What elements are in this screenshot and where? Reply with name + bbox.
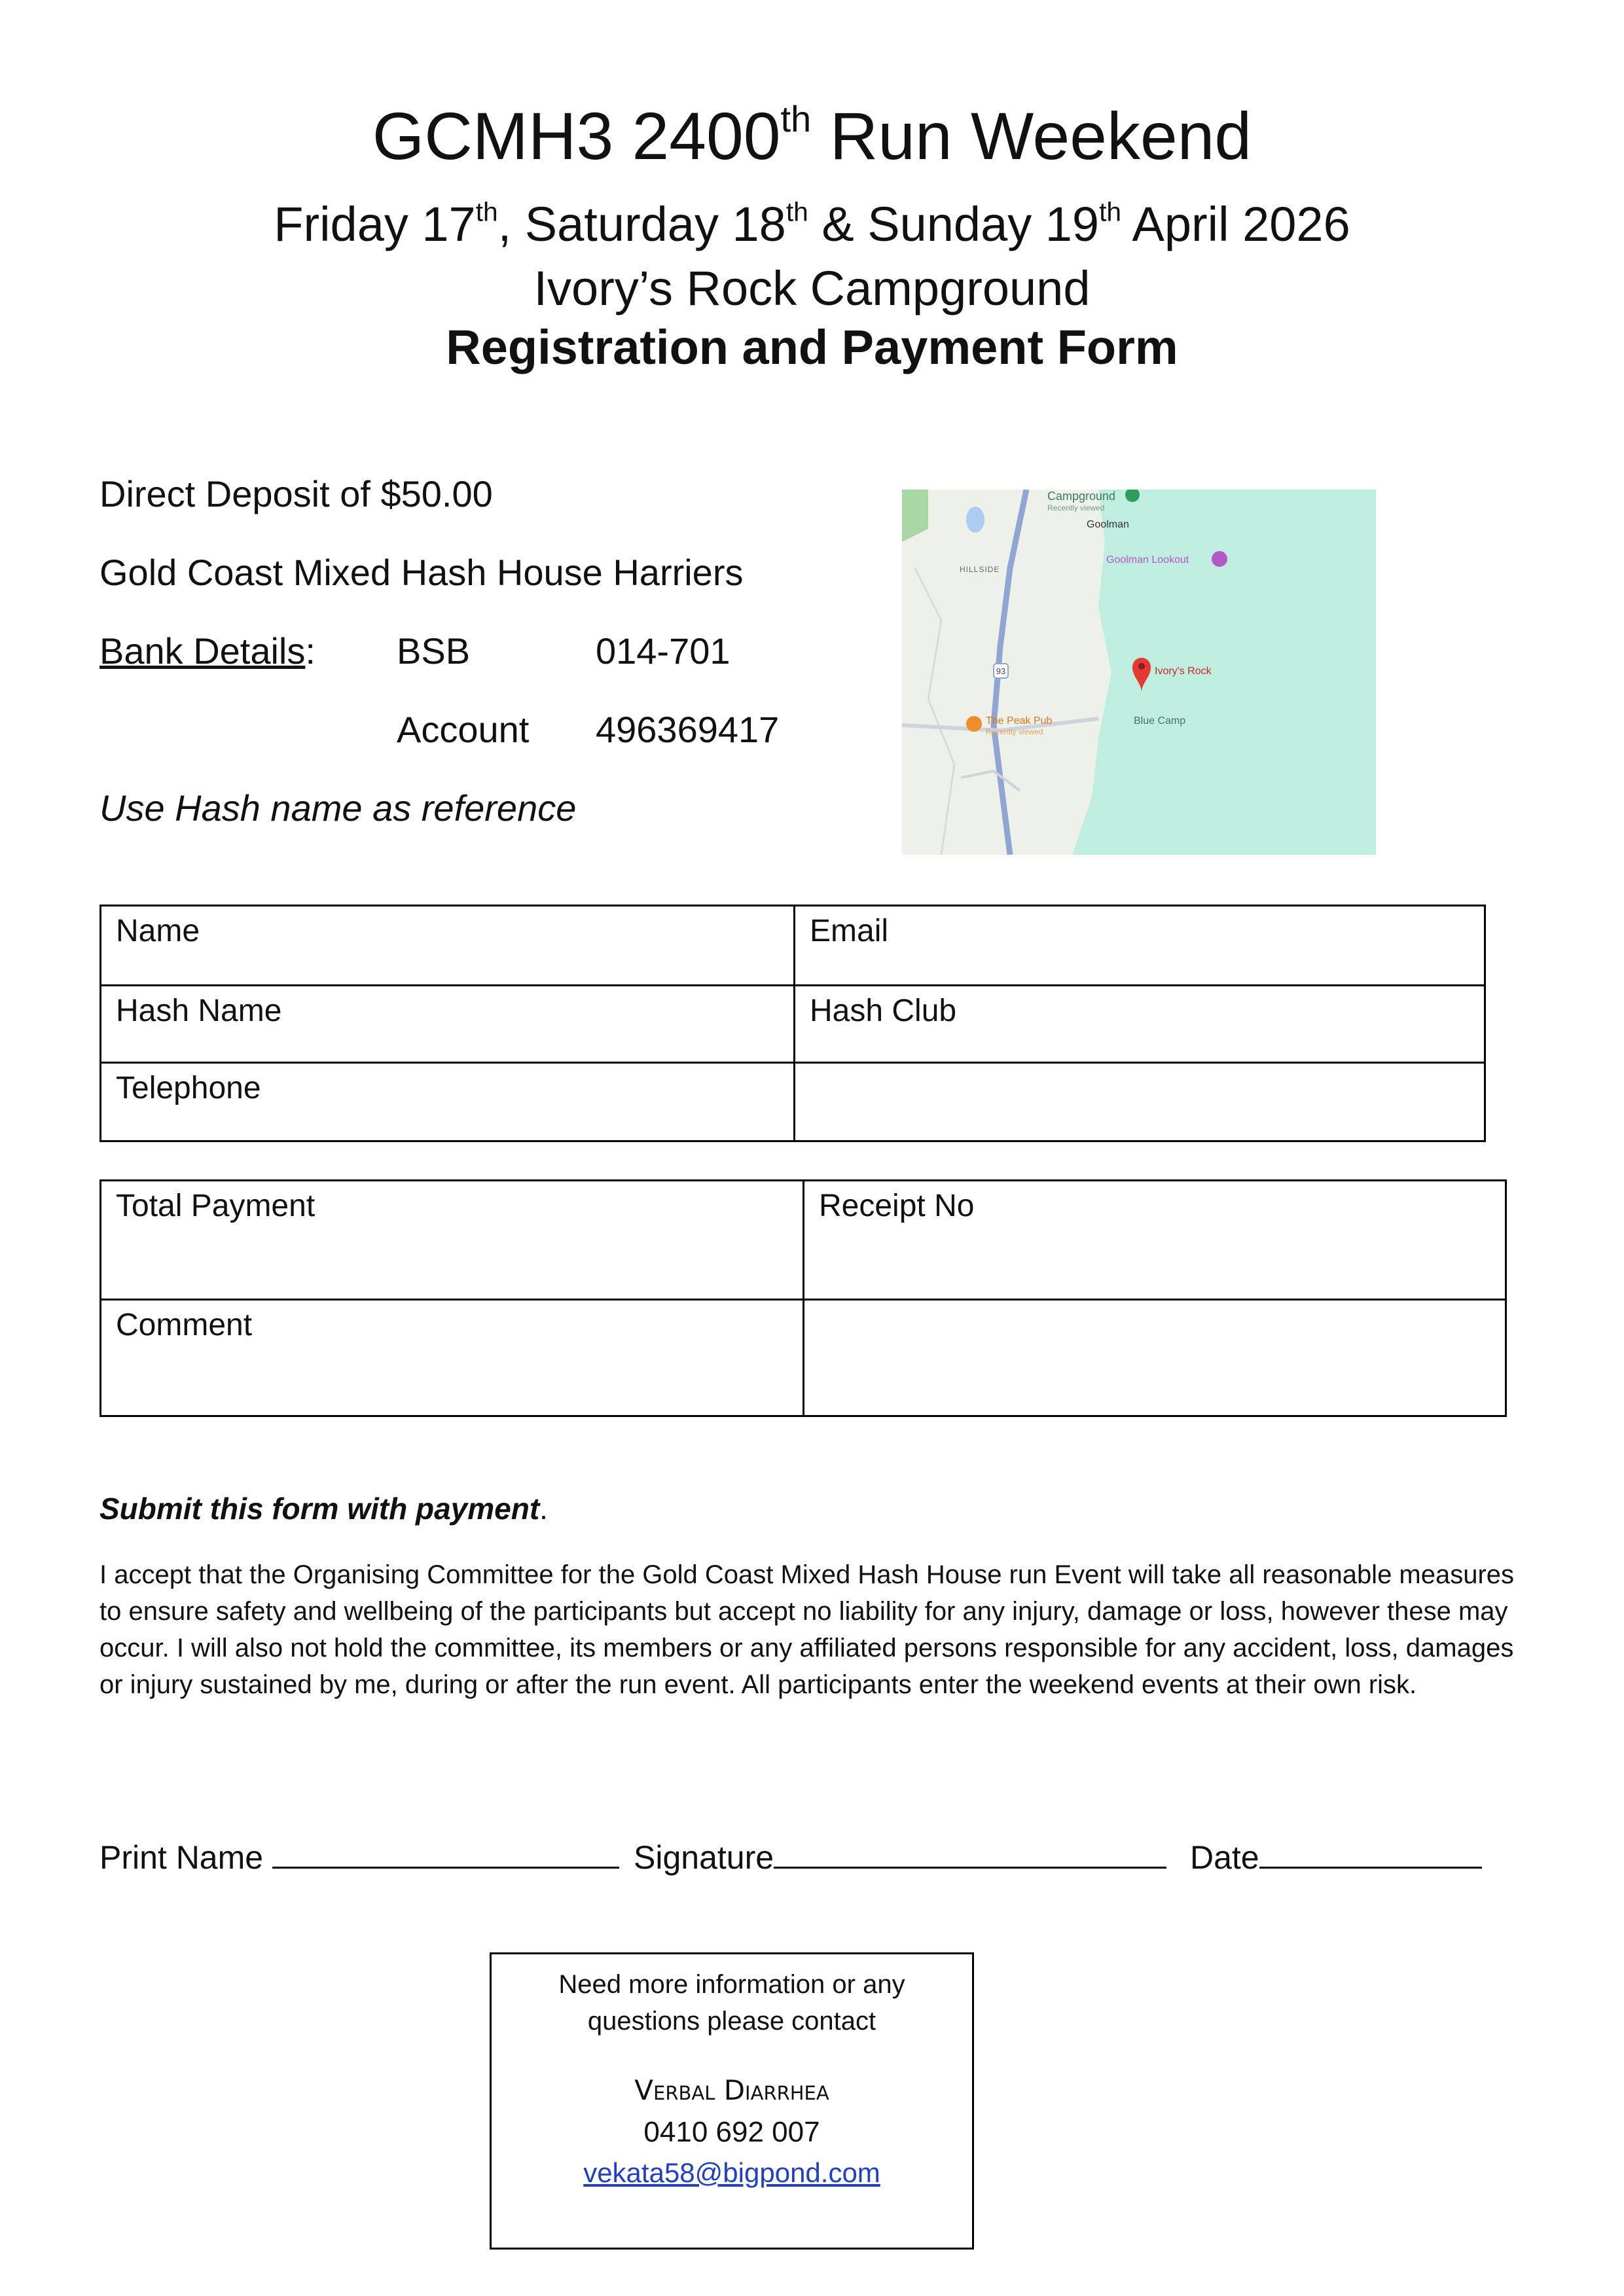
total-payment-cell[interactable] xyxy=(101,1181,804,1300)
name-cell[interactable] xyxy=(101,906,795,986)
map-graphic xyxy=(902,490,1376,855)
map-pub-label: The Peak Pub xyxy=(986,715,1053,726)
submit-note: Submit this form with payment. xyxy=(99,1492,548,1526)
map-lookout-label: Goolman Lookout xyxy=(1106,554,1189,565)
hash-name-cell[interactable] xyxy=(101,986,795,1063)
contact-line-1: Need more information or any xyxy=(558,1970,905,1999)
telephone-cell[interactable] xyxy=(101,1063,795,1141)
map-bluecamp-label: Blue Camp xyxy=(1134,715,1186,726)
comment-cell[interactable] xyxy=(101,1300,804,1416)
map-pub-sub: Recently viewed xyxy=(986,727,1043,736)
event-dates: Friday 17th, Saturday 18th & Sunday 19th April 2026 xyxy=(274,196,1350,251)
registration-table xyxy=(99,905,1486,1142)
print-name-label: Print Name xyxy=(99,1839,272,1876)
map-campground-label: Campground xyxy=(1047,490,1116,503)
payment-table xyxy=(99,1179,1507,1417)
email-cell[interactable] xyxy=(795,906,1485,986)
form-title: Registration and Payment Form xyxy=(446,320,1178,374)
hash-name-label: Hash Name xyxy=(116,994,282,1028)
map-ivory-label: Ivory's Rock xyxy=(1155,666,1212,677)
lookout-icon xyxy=(1212,551,1227,567)
deposit-amount: Direct Deposit of $50.00 xyxy=(99,473,493,514)
location-map xyxy=(902,490,1376,855)
map-hillside-label: HILLSIDE xyxy=(960,565,1000,574)
signature-field[interactable] xyxy=(634,1838,1166,1876)
print-name-field[interactable] xyxy=(99,1838,619,1876)
email-label: Email xyxy=(810,914,889,948)
account-label: Account xyxy=(397,709,530,750)
receipt-no-label: Receipt No xyxy=(819,1189,975,1223)
map-campground-sub: Recently viewed xyxy=(1047,503,1105,512)
event-title: GCMH3 2400th Run Weekend xyxy=(372,98,1252,173)
date-label: Date xyxy=(1190,1839,1259,1876)
hash-club-cell[interactable] xyxy=(795,986,1485,1063)
event-venue: Ivory’s Rock Campground xyxy=(533,261,1091,315)
comment-label: Comment xyxy=(116,1308,253,1342)
print-name-line xyxy=(272,1838,619,1869)
contact-name: Verbal Diarrhea xyxy=(634,2074,829,2106)
receipt-no-cell[interactable] xyxy=(804,1181,1506,1300)
name-label: Name xyxy=(116,914,200,948)
club-name: Gold Coast Mixed Hash House Harriers xyxy=(99,552,744,593)
empty-cell[interactable] xyxy=(795,1063,1485,1141)
total-payment-label: Total Payment xyxy=(116,1189,316,1223)
contact-line-2: questions please contact xyxy=(587,2007,876,2036)
signature-label: Signature xyxy=(634,1839,774,1876)
pub-icon xyxy=(966,716,982,732)
account-value: 496369417 xyxy=(596,709,780,750)
liability-disclaimer: I accept that the Organising Committee for the Gold Coast Mixed Hash House run Event will take all reasonable measures to ensure safety and wellbeing of the participants but accept no liability for any injury, damage or loss, however these may occur. I will also not hold the committee, its members or any affiliated persons responsible for any accident, loss, damages or injury sustained by me, during or after the run event. All participants enter the weekend events at their own risk. xyxy=(99,1560,1515,1699)
comment-empty-cell[interactable] xyxy=(804,1300,1506,1416)
bank-details-label: Bank Details: xyxy=(99,630,316,672)
reference-note: Use Hash name as reference xyxy=(99,787,577,829)
bsb-label: BSB xyxy=(397,630,471,672)
contact-email-link[interactable]: vekata58@bigpond.com xyxy=(583,2157,880,2188)
hash-club-label: Hash Club xyxy=(810,994,957,1028)
signature-line xyxy=(774,1838,1166,1869)
map-goolman-label: Goolman xyxy=(1087,519,1129,530)
contact-box xyxy=(490,1952,974,2250)
date-line xyxy=(1259,1838,1482,1869)
contact-phone: 0410 692 007 xyxy=(643,2116,820,2148)
date-field[interactable] xyxy=(1190,1838,1482,1876)
bsb-value: 014-701 xyxy=(596,630,731,672)
map-road-label: 93 xyxy=(996,666,1006,676)
telephone-label: Telephone xyxy=(116,1071,261,1105)
